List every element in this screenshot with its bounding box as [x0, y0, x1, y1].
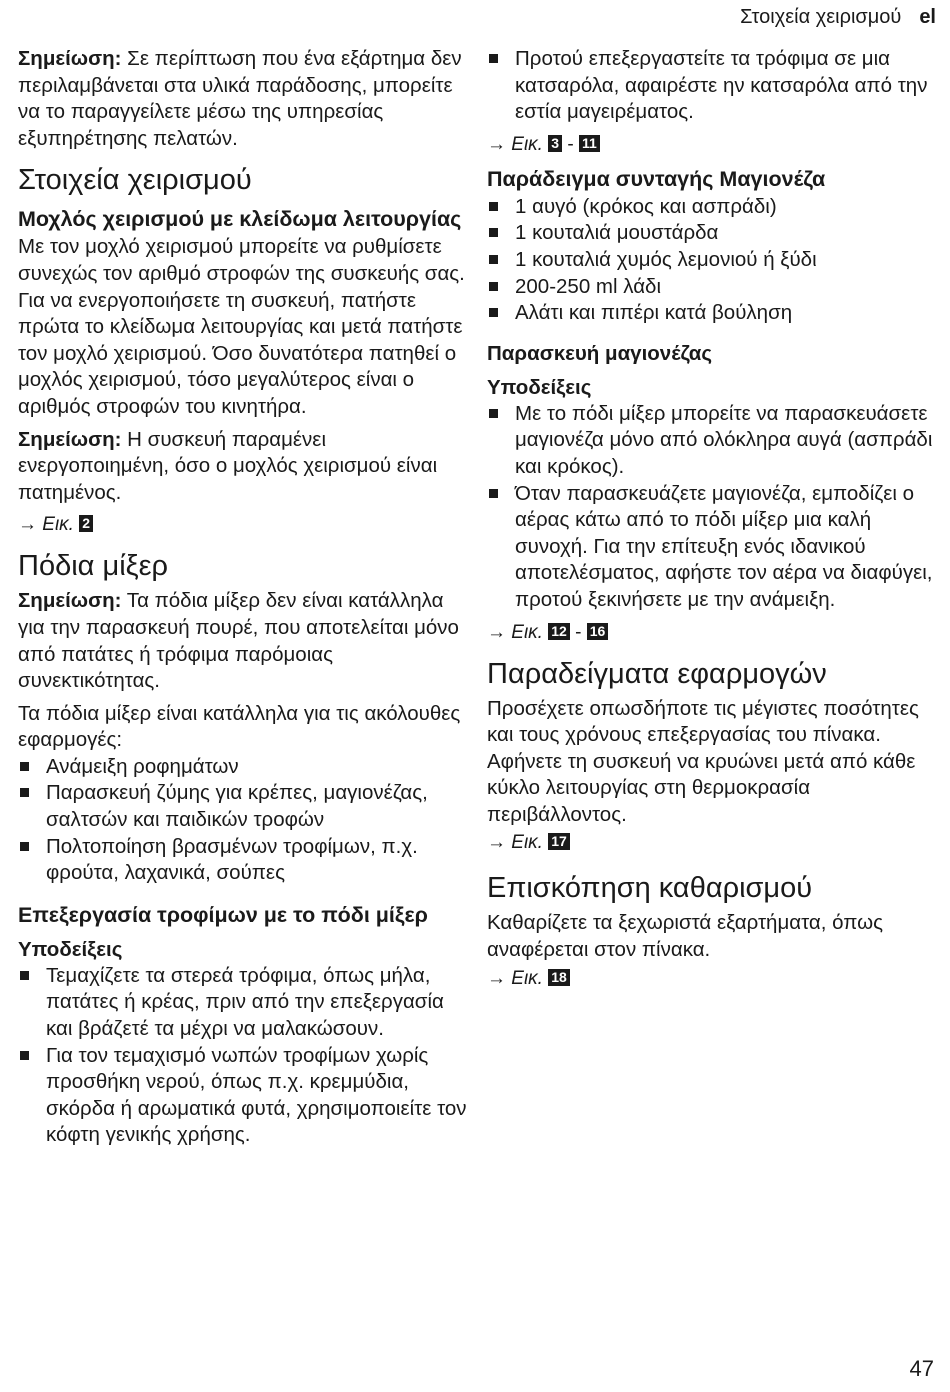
- list-item: 1 κουταλιά χυμός λεμονιού ή ξύδι: [487, 247, 937, 274]
- paragraph-cleaning: Καθαρίζετε τα ξεχωριστά εξαρτήματα, όπως αναφέρεται στον πίνακα.: [487, 911, 884, 962]
- figure-number-badge: 3: [548, 135, 562, 152]
- figure-abbrev: Εικ.: [511, 967, 543, 989]
- paragraph-suitable-for: Τα πόδια μίξερ είναι κατάλληλα για τις ακόλουθες εφαρμογές:: [18, 701, 461, 752]
- figure-range-separator: -: [575, 621, 582, 643]
- figure-reference: [487, 620, 937, 646]
- suitable-uses-list: [18, 754, 468, 887]
- heading-control-lever: Μοχλός χειρισμού με κλείδωμα λειτουργίας: [18, 207, 462, 232]
- paragraph-max-quantities: Προσέχετε οπωσδήποτε τις μέγιστες ποσότητες και τους χρόνους επεξεργασίας του πίνακα.: [487, 696, 919, 747]
- list-item: Πολτοποίηση βρασμένων τροφίμων, π.χ. φρούτα, λαχανικά, σούπες: [18, 834, 468, 887]
- heading-tips: Υποδείξεις: [487, 375, 592, 399]
- list-item: Για τον τεμαχισμό νωπών τροφίμων χωρίς προσθήκη νερού, όπως π.χ. κρεμμύδια, σκόρδα ή αρωματικά φυτά, χρησιμοποιείτε τον κόφτη γενικής χρήσης.: [18, 1043, 468, 1149]
- figure-number-badge: 17: [548, 833, 570, 850]
- note-missing-accessory: [18, 46, 468, 152]
- list-item: 1 αυγό (κρόκος και ασπράδι): [487, 194, 937, 221]
- list-item: Προτού επεξεργαστείτε τα τρόφιμα σε μια κατσαρόλα, αφαιρέστε ην κατσαρόλα από την εστία μαγειρέματος.: [487, 46, 937, 126]
- note-text: Τα πόδια μίξερ δεν είναι κατάλληλα για την παρασκευή πουρέ, που αποτελείται μόνο από πατάτες ή τρόφιμα παρόμοιας συνεκτικότητας.: [18, 589, 459, 693]
- figure-abbrev: Εικ.: [511, 621, 543, 643]
- figure-reference: [487, 132, 937, 158]
- list-item: Παρασκευή ζύμης για κρέπες, μαγιονέζας, σαλτσών και παιδικών τροφών: [18, 780, 468, 833]
- arrow-icon: →: [18, 514, 37, 536]
- list-item: Με το πόδι μίξερ μπορείτε να παρασκευάσετε μαγιονέζα μόνο από ολόκληρα αυγά (ασπράδι και κρόκος).: [487, 401, 937, 481]
- heading-controls: Στοιχεία χειρισμού: [18, 164, 252, 197]
- left-column: [18, 46, 468, 1149]
- figure-range-separator: -: [567, 133, 574, 155]
- arrow-icon: →: [487, 832, 506, 854]
- figure-number-badge: 18: [548, 969, 570, 986]
- list-item: Τεμαχίζετε τα στερεά τρόφιμα, όπως μήλα, πατάτες ή κρέας, πριν από την επεξεργασία και βράζετέ τα μέχρι να μαλακώσουν.: [18, 963, 468, 1043]
- paragraph-lever-activation: Για να ενεργοποιήσετε τη συσκευή, πατήστε πρώτα το κλείδωμα λειτουργίας και μετά πατήστε τον μοχλό χειρισμού. Όσο δυνατότερα πατηθεί ο μοχλός χειρισμού, τόσο μεγαλύτερος είναι ο αριθμός στροφών του κινητήρα.: [18, 288, 463, 418]
- note-label: Σημείωση:: [18, 47, 122, 70]
- tips-list-continued: [487, 46, 937, 126]
- heading-tips: Υποδείξεις: [18, 937, 123, 961]
- arrow-icon: →: [487, 967, 506, 989]
- figure-number-badge: 16: [587, 623, 609, 640]
- note-text: Η συσκευή παραμένει ενεργοποιημένη, όσο ο μοχλός χειρισμού είναι πατημένος.: [18, 427, 438, 504]
- note-label: Σημείωση:: [18, 427, 122, 451]
- page-number: 47: [909, 1356, 934, 1381]
- note-device-stays-on: [18, 427, 468, 507]
- heading-mayonnaise-prep: Παρασκευή μαγιονέζας: [487, 341, 712, 365]
- list-item: Ανάμειξη ροφημάτων: [18, 754, 468, 781]
- figure-abbrev: Εικ.: [42, 514, 74, 536]
- paragraph-lever-speed: Με τον μοχλό χειρισμού μπορείτε να ρυθμίσετε συνεχώς τον αριθμό στροφών της συσκευής σας.: [18, 235, 465, 285]
- heading-cleaning-overview: Επισκόπηση καθαρισμού: [487, 872, 813, 905]
- figure-number-badge: 2: [79, 515, 93, 532]
- tips-list: [487, 401, 937, 614]
- paragraph-cool-down: Αφήνετε τη συσκευή να κρυώνει μετά από κάθε κύκλο λειτουργίας στη θερμοκρασία περιβάλλοντος.: [487, 749, 916, 826]
- arrow-icon: →: [487, 133, 506, 155]
- note-text: Σε περίπτωση που ένα εξάρτημα δεν περιλαμβάνεται στα υλικά παράδοσης, μπορείτε να το παραγγείλετε μέσω της υπηρεσίας εξυπηρέτησης πελατών.: [18, 47, 462, 150]
- figure-abbrev: Εικ.: [511, 832, 543, 854]
- heading-blender-feet: Πόδια μίξερ: [18, 550, 169, 583]
- figure-abbrev: Εικ.: [511, 133, 543, 155]
- heading-mayonnaise-recipe: Παράδειγμα συνταγής Μαγιονέζα: [487, 166, 826, 191]
- list-item: Όταν παρασκευάζετε μαγιονέζα, εμποδίζει ο αέρας κάτω από το πόδι μίξερ μια καλή συνοχή. Για την επίτευξη ενός ιδανικού αποτελέσματος, αφήστε τον αέρα να διαφύγει, προτού ξεκινήσετε με την ανάμειξη.: [487, 481, 937, 614]
- list-item: Αλάτι και πιπέρι κατά βούληση: [487, 300, 937, 327]
- header-section-title: Στοιχεία χειρισμού: [740, 6, 902, 28]
- heading-application-examples: Παραδείγματα εφαρμογών: [487, 657, 827, 690]
- figure-reference: [487, 966, 937, 992]
- ingredients-list: [487, 194, 937, 327]
- tips-list: [18, 963, 468, 1149]
- figure-reference: [487, 830, 937, 856]
- arrow-icon: →: [487, 621, 506, 643]
- heading-processing-food: Επεξεργασία τροφίμων με το πόδι μίξερ: [18, 902, 428, 927]
- figure-number-badge: 12: [548, 623, 570, 640]
- note-label: Σημείωση:: [18, 589, 122, 613]
- running-header: [740, 6, 936, 29]
- header-language-code: el: [919, 6, 936, 28]
- list-item: 1 κουταλιά μουστάρδα: [487, 220, 937, 247]
- note-puree: [18, 588, 468, 694]
- figure-number-badge: 11: [579, 135, 600, 152]
- figure-reference: [18, 512, 468, 538]
- right-column: [487, 46, 937, 1000]
- list-item: 200-250 ml λάδι: [487, 274, 937, 301]
